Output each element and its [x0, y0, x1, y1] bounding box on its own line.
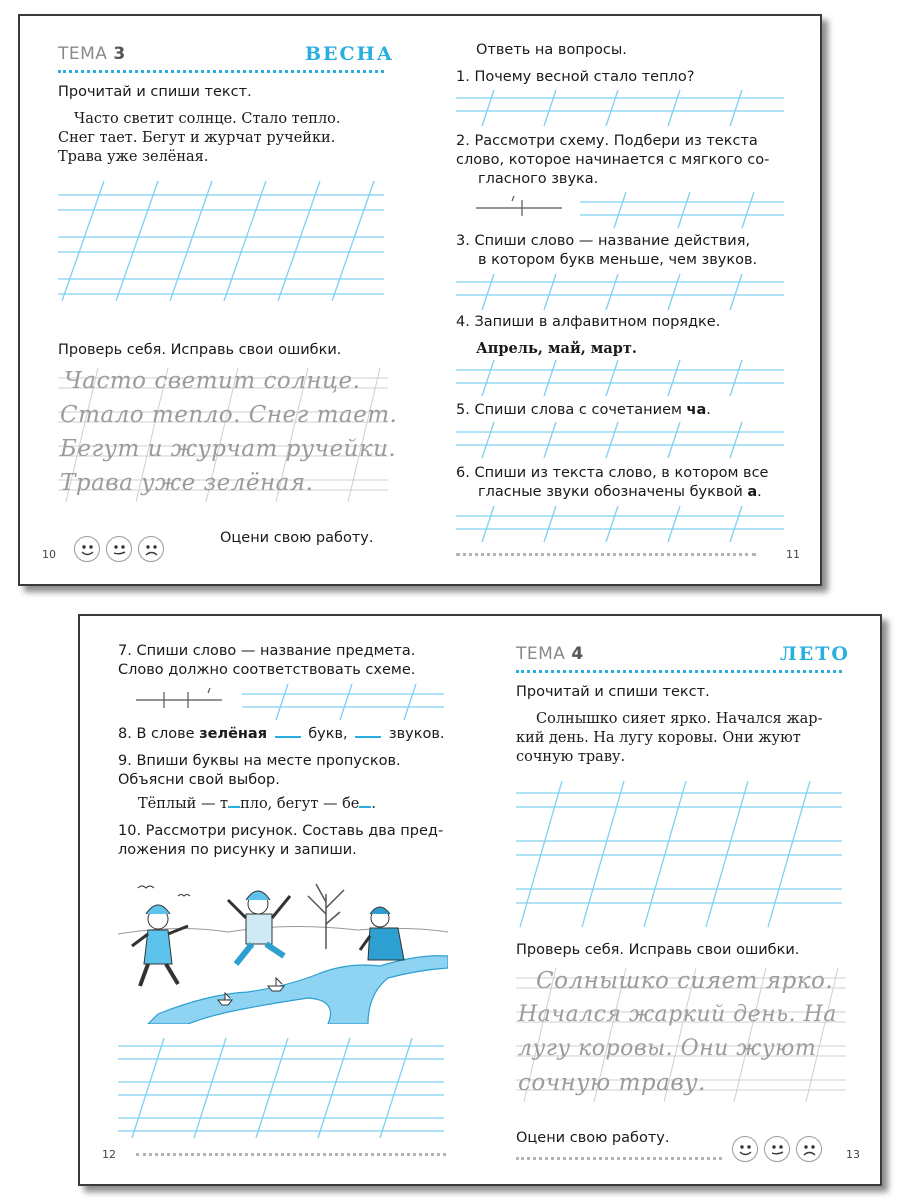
answer-lines-q6[interactable] — [456, 504, 784, 544]
question-4: 4. Запиши в алфавитном порядке. — [456, 314, 721, 330]
example-text: Тёплый — т — [138, 796, 229, 812]
question-1: 1. Почему весной стало тепло? — [456, 69, 695, 85]
question-3 — [456, 232, 786, 270]
question-4-words: Апрель, май, март. — [476, 340, 637, 357]
reading-text-line: Снег тает. Бегут и журчат ручейки. — [58, 130, 336, 146]
script-line: Солнышко сияет ярко. — [536, 968, 834, 994]
letters-count-blank[interactable] — [275, 736, 301, 738]
script-line: Трава уже зелёная. — [60, 470, 314, 496]
question-7-line: Слово должно соответствовать схеме. — [118, 662, 416, 678]
theme-number: 4 — [571, 644, 584, 664]
theme-number: 3 — [113, 44, 126, 64]
heading-divider — [516, 670, 842, 673]
question-9 — [118, 752, 458, 790]
reading-text — [516, 710, 846, 767]
question-8-text: 8. В слове — [118, 726, 195, 742]
sound-scheme-q7 — [136, 688, 226, 710]
question-8-word: зелёная — [199, 726, 268, 742]
reading-text — [58, 110, 388, 167]
theme-heading — [58, 44, 126, 64]
smile-sad-icon[interactable] — [138, 536, 164, 562]
answer-lines-q3[interactable] — [456, 272, 784, 312]
reading-text-line: кий день. На лугу коровы. Они жуют — [516, 730, 801, 746]
instruction-copy-text: Прочитай и спиши текст. — [58, 84, 252, 100]
smile-neutral-icon[interactable] — [764, 1136, 790, 1162]
instruction-copy-text: Прочитай и спиши текст. — [516, 684, 710, 700]
writing-area[interactable] — [516, 779, 842, 929]
question-6-end: . — [757, 484, 762, 500]
question-7 — [118, 642, 458, 680]
questions-intro: Ответь на вопросы. — [476, 42, 627, 58]
question-3-line: 3. Спиши слово — название действия, — [456, 233, 751, 249]
question-10-line: 10. Рассмотри рисунок. Составь два пред- — [118, 823, 444, 839]
check-yourself-text: Проверь себя. Исправь свои ошибки. — [516, 942, 800, 958]
question-3-line: в котором букв меньше, чем звуков. — [478, 252, 758, 268]
smile-sad-icon[interactable] — [796, 1136, 822, 1162]
question-9-line: 9. Впиши буквы на месте пропусков. — [118, 753, 401, 769]
footer-divider — [136, 1153, 446, 1156]
theme-label: ТЕМА — [516, 644, 566, 664]
question-10-line: ложения по рисунку и запиши. — [118, 842, 357, 858]
answer-lines-q2[interactable] — [580, 190, 784, 230]
question-6-bold: а — [747, 484, 758, 500]
missing-letter-blank[interactable] — [359, 806, 371, 808]
page-number: 10 — [42, 548, 56, 561]
reading-text-line: Часто светит солнце. Стало тепло. — [74, 111, 341, 127]
question-2-line: слово, которое начинается с мягкого со- — [456, 152, 770, 168]
example-text: . — [371, 796, 377, 812]
answer-lines-q1[interactable] — [456, 88, 784, 128]
sounds-count-blank[interactable] — [355, 736, 381, 738]
script-line: лугу коровы. Они жуют — [518, 1036, 817, 1061]
question-5-text: 5. Спиши слова с сочетанием — [456, 402, 682, 418]
question-2-line: гласного звука. — [478, 171, 599, 187]
missing-letter-blank[interactable] — [228, 806, 240, 808]
smile-happy-icon[interactable] — [732, 1136, 758, 1162]
question-5-bold: ча — [686, 402, 707, 418]
script-line: Бегут и журчат ручейки. — [60, 436, 397, 462]
question-5-end: . — [706, 402, 711, 418]
question-6-line2 — [456, 483, 796, 502]
footer-divider — [516, 1157, 722, 1160]
smile-neutral-icon[interactable] — [106, 536, 132, 562]
question-9-line: Объясни свой выбор. — [118, 772, 280, 788]
rate-your-work-text: Оцени свою работу. — [516, 1130, 670, 1146]
reading-text-line: Солнышко сияет ярко. Начался жар- — [536, 711, 823, 727]
writing-area[interactable] — [58, 179, 384, 303]
script-line: Начался жаркий день. На — [518, 1002, 837, 1027]
season-title: ЛЕТО — [780, 643, 850, 665]
question-10 — [118, 822, 458, 860]
answer-lines-q5[interactable] — [456, 420, 784, 460]
question-8 — [118, 726, 445, 742]
sound-scheme-q2 — [476, 196, 566, 218]
answer-lines-q7[interactable] — [242, 682, 444, 722]
reading-text-line: сочную траву. — [516, 749, 626, 765]
question-2 — [456, 132, 786, 189]
page-number: 12 — [102, 1148, 116, 1161]
smile-happy-icon[interactable] — [74, 536, 100, 562]
theme-label: ТЕМА — [58, 44, 108, 64]
script-line: Часто светит солнце. — [64, 368, 361, 394]
script-line: сочную траву. — [518, 1070, 706, 1096]
question-9-example — [138, 796, 376, 812]
question-6 — [456, 464, 796, 502]
book-spread-pages-12-13 — [78, 614, 882, 1186]
question-6-text: гласные звуки обозначены буквой — [478, 484, 743, 500]
question-6-line: 6. Спиши из текста слово, в котором все — [456, 465, 769, 481]
question-7-line: 7. Спиши слово — название предмета. — [118, 643, 416, 659]
footer-divider — [456, 553, 756, 556]
script-line: Стало тепло. Снег тает. — [60, 402, 398, 428]
season-title: ВЕСНА — [305, 43, 395, 65]
answer-lines-q4[interactable] — [456, 358, 784, 398]
question-8-text: звуков. — [388, 726, 445, 742]
question-5 — [456, 402, 711, 418]
reading-text-line: Трава уже зелёная. — [58, 149, 209, 165]
page-number: 11 — [786, 548, 800, 561]
heading-divider — [58, 70, 384, 73]
page-number: 13 — [846, 1148, 860, 1161]
spring-kids-illustration — [118, 874, 448, 1024]
question-8-text: букв, — [308, 726, 348, 742]
theme-heading — [516, 644, 584, 664]
example-text: пло, бегут — бе — [240, 796, 360, 812]
rate-your-work-text: Оцени свою работу. — [220, 530, 374, 546]
book-spread-pages-10-11 — [18, 14, 822, 586]
question-2-line: 2. Рассмотри схему. Подбери из текста — [456, 133, 758, 149]
writing-area[interactable] — [118, 1036, 444, 1140]
check-yourself-text: Проверь себя. Исправь свои ошибки. — [58, 342, 342, 358]
